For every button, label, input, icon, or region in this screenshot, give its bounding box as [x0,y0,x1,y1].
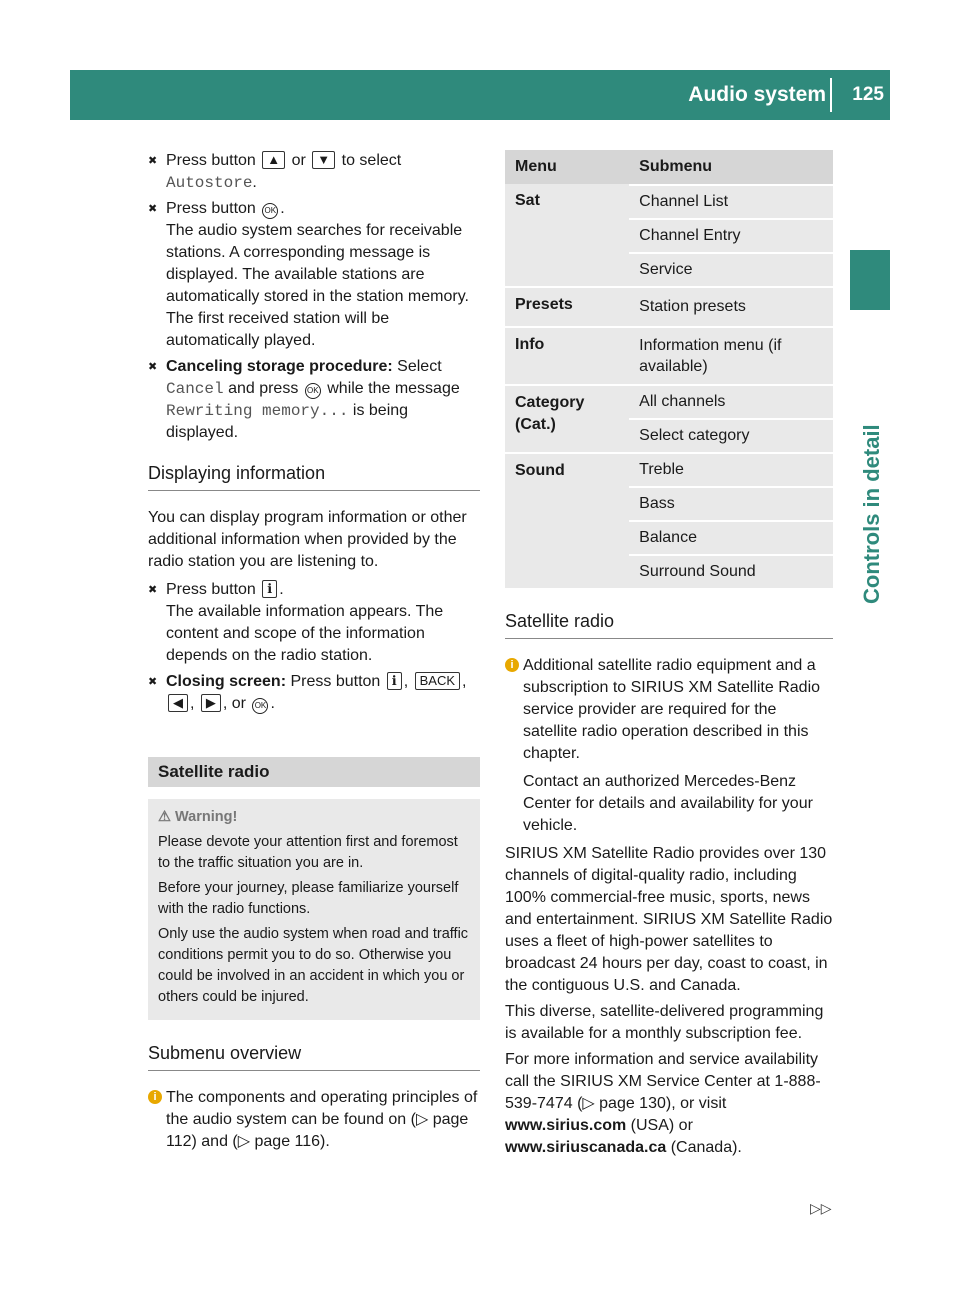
ok-button-icon: OK [252,698,268,714]
right-button-icon: ▶ [201,694,221,712]
info-icon: i [148,1090,162,1104]
table-row: Presets Station presets [505,286,833,326]
step-arrow-icon: ✖ [148,676,158,688]
info-button-icon: ℹ [387,672,402,690]
step-arrow-icon: ✖ [148,203,158,215]
warning-text-2: Before your journey, please familiarize yourself with the radio functions. [158,880,459,917]
warning-title: Warning! [175,809,238,825]
warning-text-1: Please devote your attention first and foremost to the traffic situation you are in. [158,834,458,871]
step-close-screen: ✖ Closing screen: Press button ℹ , BACK , ◀ , ▶ , or OK . [148,673,467,712]
side-tab [850,250,890,310]
ok-button-icon: OK [305,383,321,399]
table-row: Channel Entry [505,218,833,252]
table-header-menu: Menu [505,150,629,184]
back-button-icon: BACK [415,672,460,690]
table-header-submenu: Submenu [629,150,833,184]
table-row: Sound Treble [505,452,833,486]
step-press-info: ✖ Press button ℹ . The available information appears. The content and scope of the information depends on the radio station. [148,581,444,664]
sirius-link[interactable]: www.sirius.com [505,1117,627,1134]
warning-triangle-icon: ⚠ [158,809,171,825]
continue-arrows: ▷▷ [810,1200,832,1216]
down-button-icon: ▼ [312,151,335,169]
warning-text-3: Only use the audio system when road and traffic conditions permit you to do so. Otherwise you could be involved in an accident in which you or others could be injured. [158,926,469,1005]
table-row: Select category [505,418,833,452]
side-chapter-label: Controls in detail [859,424,884,604]
info-satellite-note: i Additional satellite radio equipment and a subscription to SIRIUS XM Satellite Radio service provider are required for the satellite radio operation described in this chapter. Contact an authorized Mercedes-Benz Center for details and availability for your vehicle. [505,655,833,837]
up-button-icon: ▲ [262,151,285,169]
step-arrow-icon: ✖ [148,361,158,373]
info-submenu-note: i The components and operating principles of the audio system can be found on (▷ page 112) and (▷ page 116). [148,1087,480,1153]
contact-info: For more information and service availability call the SIRIUS XM Service Center at 1-888-539-7474 (▷ page 130), or visit www.sirius.com (USA) or www.siriuscanada.ca (Canada). [505,1051,821,1156]
table-row: Category (Cat.) All channels [505,384,833,418]
heading-satellite-radio: Satellite radio [505,610,833,639]
page-header [70,70,890,120]
heading-displaying-information: Displaying information [148,462,480,491]
step-cancel-storage: ✖ Canceling storage procedure: Select Cancel and press OK while the message Rewriting memory... is being displayed. [148,358,460,441]
section-bar-satellite-radio: Satellite radio [148,757,480,787]
page-number: 125 [852,84,884,105]
subscription-note: This diverse, satellite-delivered programming is available for a monthly subscription fee. [505,1003,824,1042]
info-button-icon: ℹ [262,580,277,598]
step-arrow-icon: ✖ [148,584,158,596]
table-row: Surround Sound [505,554,833,588]
heading-submenu-overview: Submenu overview [148,1042,480,1071]
info-icon: i [505,658,519,672]
right-column [505,150,833,1163]
sirius-description: SIRIUS XM Satellite Radio provides over 130 channels of digital-quality radio, including 100% commercial-free music, sports, news and entertainment. SIRIUS XM Satellite Radio uses a fleet of high-power satellites to broadcast 24 hours per day, coast to coast, in the contiguous U.S. and Canada. [505,845,833,994]
header-separator [830,78,832,112]
step-autostore: ✖ Press button ▲ or ▼ to select Autostore. [148,152,402,192]
step-arrow-icon: ✖ [148,155,158,167]
table-row: Bass [505,486,833,520]
siriuscanada-link[interactable]: www.siriuscanada.ca [505,1139,667,1156]
warning-box [148,799,480,1020]
ok-button-icon: OK [262,203,278,219]
left-button-icon: ◀ [168,694,188,712]
display-intro: You can display program information or other additional information when provided by the radio station you are listening to. [148,509,467,570]
table-row: Balance [505,520,833,554]
left-column [148,150,480,1159]
step-press-ok: ✖ Press button OK . The audio system searches for receivable stations. A corresponding message is displayed. The available stations are automatically stored in the station memory. The first received station will be automatically played. [148,200,469,349]
table-row: Info Information menu (if available) [505,326,833,384]
section-title: Audio system [688,83,826,106]
table-row: Sat Channel List [505,184,833,218]
table-row: Service [505,252,833,286]
submenu-table [505,150,833,588]
